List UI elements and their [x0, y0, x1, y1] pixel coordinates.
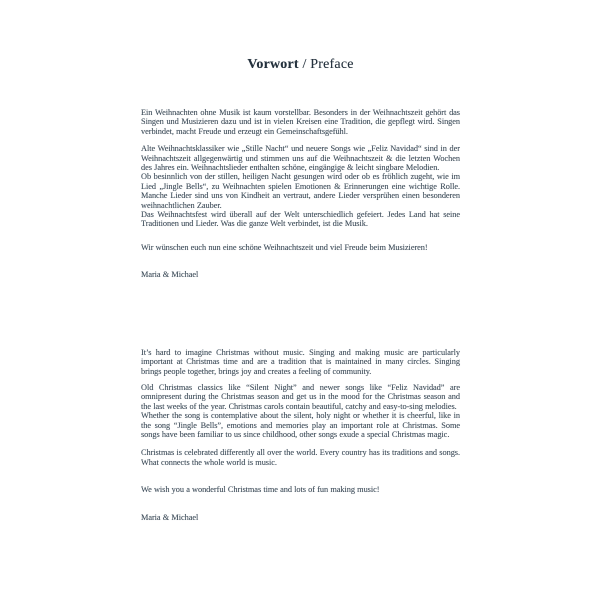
german-section: [141, 108, 460, 280]
page-title: [141, 57, 460, 73]
german-paragraph-2-line-2: Ob besinnlich von der stillen, heiligen Nacht gesungen wird oder ob es fröhlich zugeht, wie im Lied „Jingle Bells“, zu Weihnachten spielen Emotionen & Erinnerungen eine wichtige Rolle. Manche Lieder sind uns von Kindheit an vertraut, andere Lieder versprühen einen besonderen weihnachtlichen Zauber.: [141, 172, 460, 210]
page-title-english: Preface: [310, 57, 354, 72]
page-title-german: Vorwort: [247, 57, 299, 72]
page-title-separator: /: [298, 57, 311, 72]
english-signature: Maria & Michael: [141, 512, 199, 522]
english-section: [141, 348, 460, 522]
english-paragraph-2-line-2: Whether the song is contemplative about the silent, holy night or whether it is cheerful, like in the song “Jingle Bells”, emotions and memories play an important role at Christmas. Some songs have been familiar to us since childhood, other songs exude a special Christmas magic.: [141, 411, 460, 439]
german-closing-line: Wir wünschen euch nun eine schöne Weihnachtszeit und viel Freude beim Musizieren!: [141, 242, 428, 252]
english-paragraph-3: Christmas is celebrated differently all over the world. Every country has its traditions and songs. What connects the whole world is music.: [141, 448, 460, 467]
preface-content: [141, 0, 460, 522]
german-paragraph-2-line-3: Das Weihnachtsfest wird überall auf der Welt unterschiedlich gefeiert. Jedes Land hat seine Traditionen und Lieder. Was die ganze Welt verbindet, ist die Musik.: [141, 210, 460, 229]
german-paragraph-2-line-1: Alte Weihnachtsklassiker wie „Stille Nacht“ und neuere Songs wie „Feliz Navidad“ sind in der Weihnachtszeit allgegenwärtig und stimmen uns auf die Weihnachtszeit & die letzten Wochen des Jahres ein. Weihnachtslieder enthalten schöne, eingängige & leicht singbare Melodien.: [141, 144, 460, 173]
english-paragraph-1: It’s hard to imagine Christmas without music. Singing and making music are particularly important at Christmas time and are a tradition that is maintained in many circles. Singing brings people together, brings joy and creates a feeling of community.: [141, 347, 460, 376]
german-paragraph-2: [141, 144, 460, 229]
english-closing-line: We wish you a wonderful Christmas time and lots of fun making music!: [141, 485, 380, 495]
german-paragraph-1: Ein Weihnachten ohne Musik ist kaum vorstellbar. Besonders in der Weihnachtszeit gehört das Singen und Musizieren dazu und ist in vielen Kreisen eine Tradition, die gepflegt wird. Singen verbindet, macht Freude und erzeugt ein Gemeinschaftsgefühl.: [141, 108, 460, 136]
english-paragraph-2: [141, 383, 460, 439]
german-signature: Maria & Michael: [141, 270, 199, 280]
english-paragraph-2-line-1: Old Christmas classics like “Silent Night” and newer songs like “Feliz Navidad” are omnipresent during the Christmas season and get us in the mood for the Christmas season and the last weeks of the year. Christmas carols contain beautiful, catchy and easy-to-sing melodies.: [141, 382, 460, 411]
